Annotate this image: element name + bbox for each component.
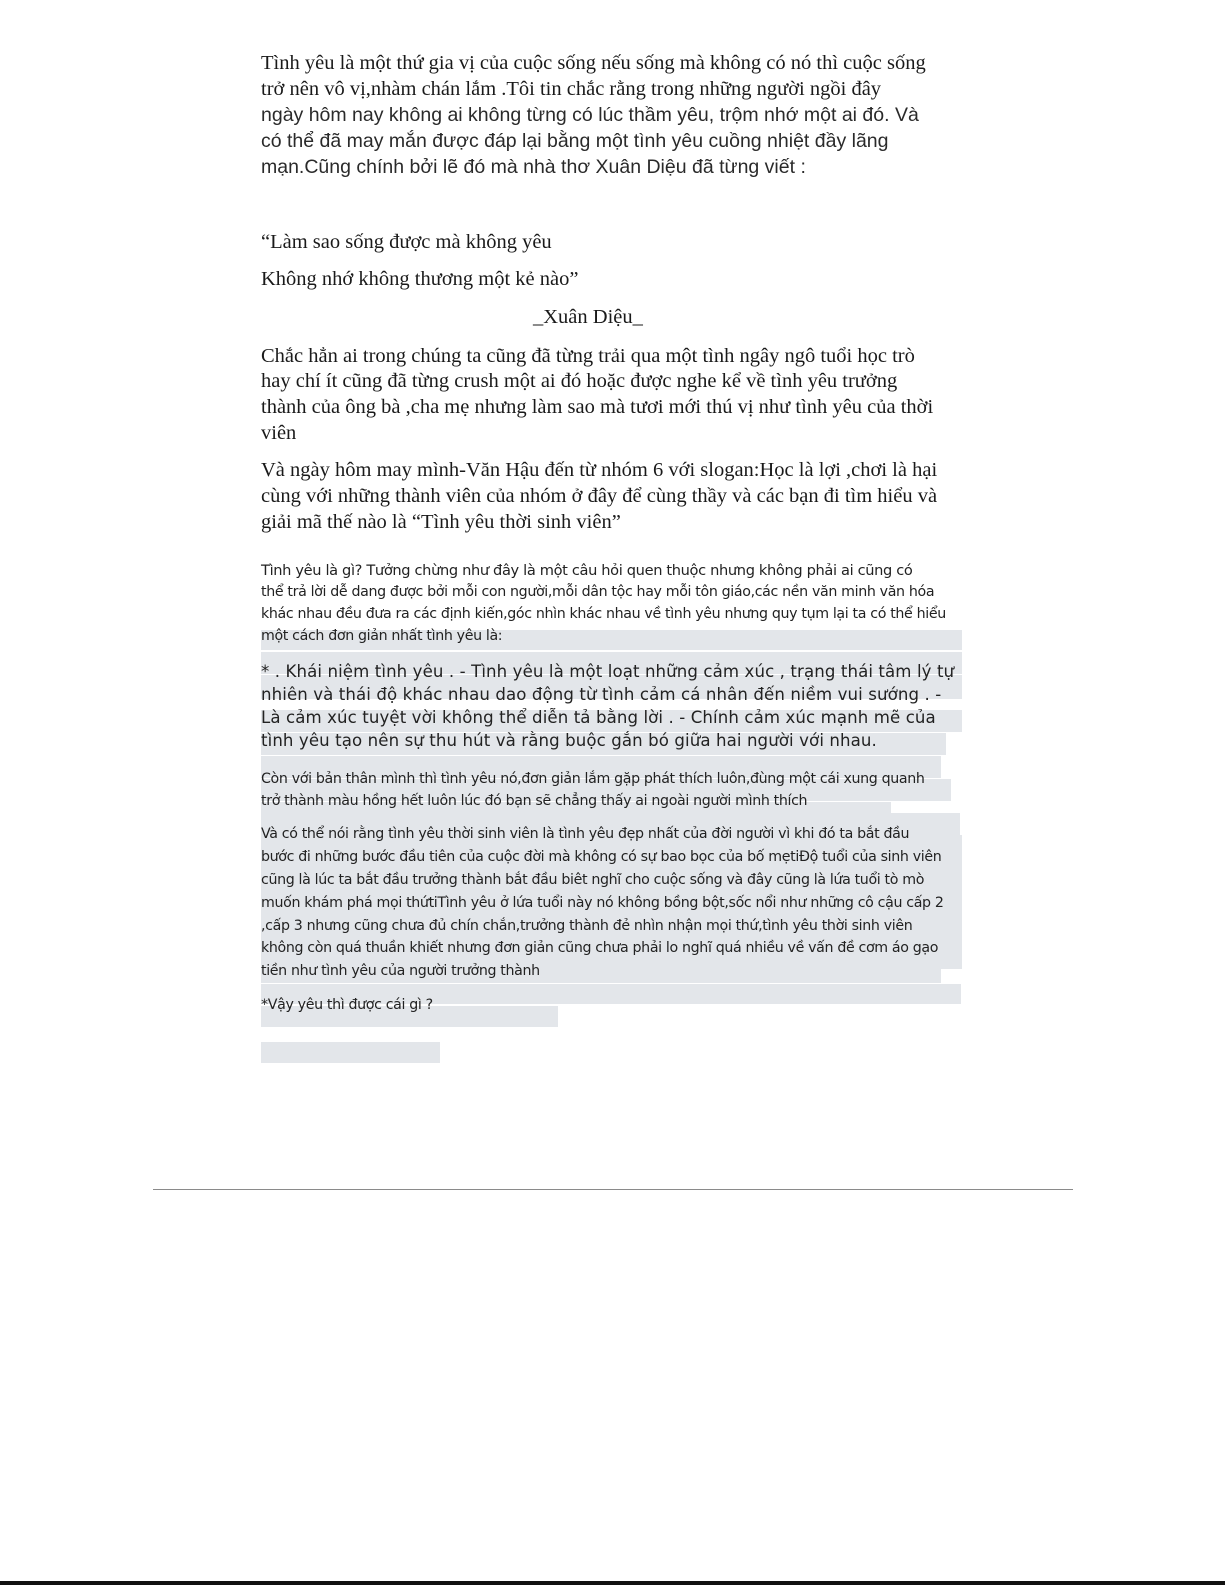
intro-line: trở nên vô vị,nhàm chán lắm .Tôi tin chắc rằng trong những người ngồi đây	[261, 78, 882, 100]
concept-line: nhiên và thái độ khác nhau dao động từ tình cảm cá nhân đến niềm vui sướng . -	[261, 685, 942, 704]
paragraph-line: cũng là lúc ta bắt đầu trưởng thành bắt đầu biêt nghĩ cho cuộc sống và đây cũng là lứa tuổi tò mò	[261, 872, 925, 888]
paragraph-line: bước đi những bước đầu tiên của cuộc đời mà không có sự bao bọc của bố mẹtiĐộ tuổi của sinh viên	[261, 849, 942, 865]
paragraph-line: Chắc hẳn ai trong chúng ta cũng đã từng trải qua một tình ngây ngô tuổi học trò	[261, 345, 915, 367]
poem-author: _Xuân Diệu_	[533, 306, 643, 328]
concept-line: Là cảm xúc tuyệt vời không thể diễn tả bằng lời . - Chính cảm xúc mạnh mẽ của	[261, 708, 936, 727]
poem-line: Không nhớ không thương một kẻ nào”	[261, 268, 579, 290]
paragraph-line: ,cấp 3 nhưng cũng chưa đủ chín chắn,trưởng thành đẻ nhìn nhận mọi thứ,tình yêu thời sinh viên	[261, 918, 913, 934]
intro-line: ngày hôm nay không ai không từng có lúc thầm yêu, trộm nhớ một ai đó. Và	[261, 104, 919, 126]
paragraph-line: Tình yêu là gì? Tưởng chừng như đây là một câu hỏi quen thuộc nhưng không phải ai cũng có	[261, 562, 913, 579]
paragraph-line: Và có thể nói rằng tình yêu thời sinh viên là tình yêu đẹp nhất của đời người vì khi đó ta bắt đầu	[261, 826, 910, 842]
paragraph-line: tiền như tình yêu của người trưởng thành	[261, 963, 540, 979]
paragraph-line: cùng với những thành viên của nhóm ở đây để cùng thầy và các bạn đi tìm hiểu và	[261, 485, 938, 507]
paragraph-line: Còn với bản thân mình thì tình yêu nó,đơn giản lắm gặp phát thích luôn,đùng một cái xung quanh	[261, 771, 925, 787]
concept-line: tình yêu tạo nên sự thu hút và rằng buộc gắn bó giữa hai người với nhau.	[261, 731, 877, 750]
paragraph-line: muốn khám phá mọi thứtiTình yêu ở lứa tuổi này nó không bồng bột,sốc nổi như những cô cậu cấp 2	[261, 895, 944, 911]
paragraph-line: một cách đơn giản nhất tình yêu là:	[261, 628, 503, 644]
page-divider	[153, 1189, 1073, 1190]
paragraph-line: trở thành màu hồng hết luôn lúc đó bạn sẽ chẳng thấy ai ngoài người mình thích	[261, 793, 808, 809]
poem-line: “Làm sao sống được mà không yêu	[261, 231, 552, 253]
paragraph-line: thành của ông bà ,cha mẹ nhưng làm sao mà tươi mới thú vị như tình yêu của thời	[261, 396, 934, 418]
paragraph-line: khác nhau đều đưa ra các định kiến,góc nhìn khác nhau về tình yêu nhưng quy tụm lại ta có thể hiểu	[261, 606, 946, 622]
page-bottom-edge	[0, 1581, 1225, 1585]
paragraph-line: hay chí ít cũng đã từng crush một ai đó hoặc được nghe kể về tình yêu trưởng	[261, 370, 898, 392]
paragraph-line: viên	[261, 422, 297, 444]
paragraph-line: Và ngày hôm may mình-Văn Hậu đến từ nhóm 6 với slogan:Học là lợi ,chơi là hại	[261, 459, 938, 481]
paragraph-line: giải mã thế nào là “Tình yêu thời sinh viên”	[261, 511, 621, 533]
concept-line: * . Khái niệm tình yêu . - Tình yêu là một loạt những cảm xúc , trạng thái tâm lý tự	[261, 662, 955, 681]
text-highlight	[261, 1042, 440, 1063]
question-line: *Vậy yêu thì được cái gì ?	[261, 997, 433, 1013]
intro-line: mạn.Cũng chính bởi lẽ đó mà nhà thơ Xuân Diệu đã từng viết :	[261, 156, 806, 178]
intro-line: có thể đã may mắn được đáp lại bằng một tình yêu cuồng nhiệt đầy lãng	[261, 130, 889, 152]
intro-line: Tình yêu là một thứ gia vị của cuộc sống nếu sống mà không có nó thì cuộc sống	[261, 52, 926, 74]
paragraph-line: thể trả lời dễ dang được bởi mỗi con người,mỗi dân tộc hay mỗi tôn giáo,các nền văn minh văn hóa	[261, 584, 935, 600]
paragraph-line: không còn quá thuần khiết nhưng đơn giản cũng chưa phải lo nghĩ quá nhiều về vấn đề cơm áo gạo	[261, 940, 939, 956]
